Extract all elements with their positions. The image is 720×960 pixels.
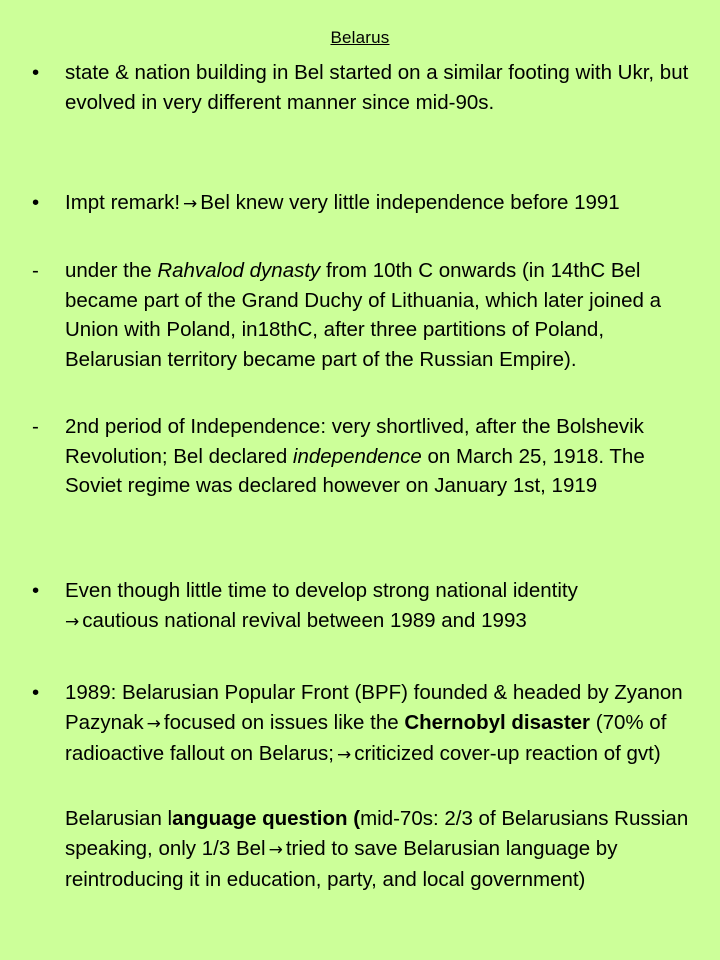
arrow-right-icon: → bbox=[336, 745, 352, 765]
italic-term: independence bbox=[292, 444, 422, 468]
bullet-marker: • bbox=[32, 681, 40, 704]
bullet-text bbox=[65, 188, 693, 220]
bullet-text: state & nation building in Bel started on a similar footing with Ukr, but evolved in very different manner since mid-90s. bbox=[65, 61, 689, 114]
text-segment: cautious national revival between 1989 and 1993 bbox=[82, 608, 527, 632]
text-segment: Belarusian l bbox=[65, 807, 173, 830]
text-segment: Bel knew very little independence before 1991 bbox=[200, 191, 620, 214]
arrow-right-icon: → bbox=[183, 194, 198, 214]
bullet-marker: • bbox=[32, 61, 40, 84]
text-segment: 2nd period of Independence: very shortlived, after the Bolshevik Revolution; Bel declared bbox=[65, 415, 644, 468]
text-segment: focused on issues like the bbox=[163, 710, 405, 734]
arrow-right-icon: → bbox=[268, 839, 283, 860]
text-segment: under the bbox=[65, 259, 158, 282]
bullet-marker: • bbox=[32, 191, 40, 214]
text-segment: criticized cover-up reaction of gvt) bbox=[354, 742, 661, 765]
dash-text bbox=[65, 412, 693, 501]
text-segment: 1989: Belarusian Popular Front (BPF) founded & headed by Zyanon Pazynak bbox=[65, 681, 683, 734]
bullet-text bbox=[65, 576, 693, 637]
text-segment: Impt remark! bbox=[65, 191, 181, 214]
text-segment: Even though little time to develop strong national identity bbox=[65, 579, 578, 602]
dash-marker: - bbox=[32, 415, 39, 438]
text-segment: from 10th C onwards (in 14thC Bel became part of the Grand Duchy of Lithuania, which later joined a Union with Poland, in18thC, after three partitions of Poland, Belarusian territory became part of the Russian Empire). bbox=[65, 259, 661, 371]
arrow-right-icon: → bbox=[65, 611, 80, 632]
slide-title: Belarus bbox=[330, 28, 390, 47]
paragraph-text bbox=[65, 804, 693, 895]
dash-text bbox=[65, 256, 693, 374]
bullet-marker: • bbox=[32, 579, 40, 602]
italic-term: Rahvalod dynasty bbox=[157, 259, 321, 282]
text-segment: tried to save Belarusian language by reintroducing it in education, party, and local government) bbox=[65, 836, 618, 891]
text-segment: (70% of radioactive fallout on Belarus; bbox=[65, 710, 667, 765]
bold-term: anguage question ( bbox=[172, 807, 361, 830]
bullet-text bbox=[65, 678, 693, 771]
bold-term: Chernobyl disaster bbox=[404, 710, 591, 734]
text-segment: mid-70s: 2/3 of Belarusians Russian speaking, only 1/3 Bel bbox=[65, 807, 689, 860]
dash-marker: - bbox=[32, 259, 39, 282]
text-segment: on March 25, 1918. The Soviet regime was declared however on January 1st, 1919 bbox=[65, 444, 645, 497]
arrow-right-icon: → bbox=[146, 713, 161, 734]
